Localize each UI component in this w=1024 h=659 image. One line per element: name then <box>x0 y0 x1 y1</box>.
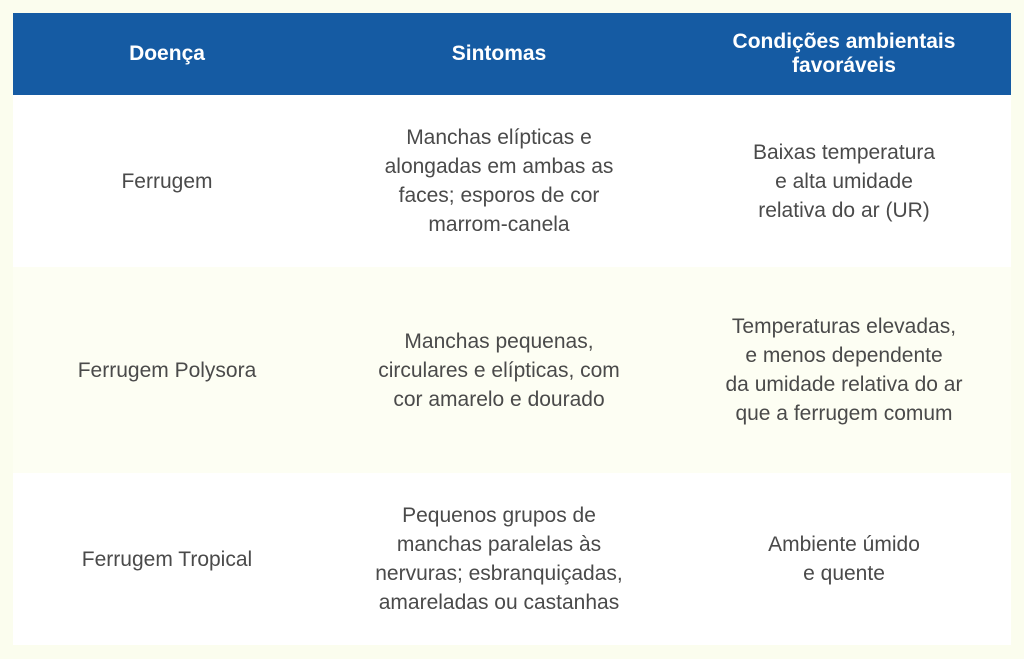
header-sintomas: Sintomas <box>321 13 677 95</box>
cell-disease-name: Ferrugem Polysora <box>13 267 321 473</box>
cell-symptoms: Pequenos grupos de manchas paralelas às nervuras; esbranquiçadas, amareladas ou castanhas <box>321 473 677 645</box>
header-doenca: Doença <box>13 13 321 95</box>
cell-symptoms: Manchas elípticas e alongadas em ambas as faces; esporos de cor marrom-canela <box>321 95 677 267</box>
cell-disease-name: Ferrugem <box>13 95 321 267</box>
cell-conditions: Ambiente úmido e quente <box>677 473 1011 645</box>
cell-conditions: Baixas temperatura e alta umidade relativa do ar (UR) <box>677 95 1011 267</box>
cell-disease-name: Ferrugem Tropical <box>13 473 321 645</box>
cell-conditions: Temperaturas elevadas, e menos dependente da umidade relativa do ar que a ferrugem comum <box>677 267 1011 473</box>
header-condicoes: Condições ambientais favoráveis <box>677 13 1011 95</box>
disease-table <box>13 13 1011 645</box>
cell-symptoms: Manchas pequenas, circulares e elípticas, com cor amarelo e dourado <box>321 267 677 473</box>
